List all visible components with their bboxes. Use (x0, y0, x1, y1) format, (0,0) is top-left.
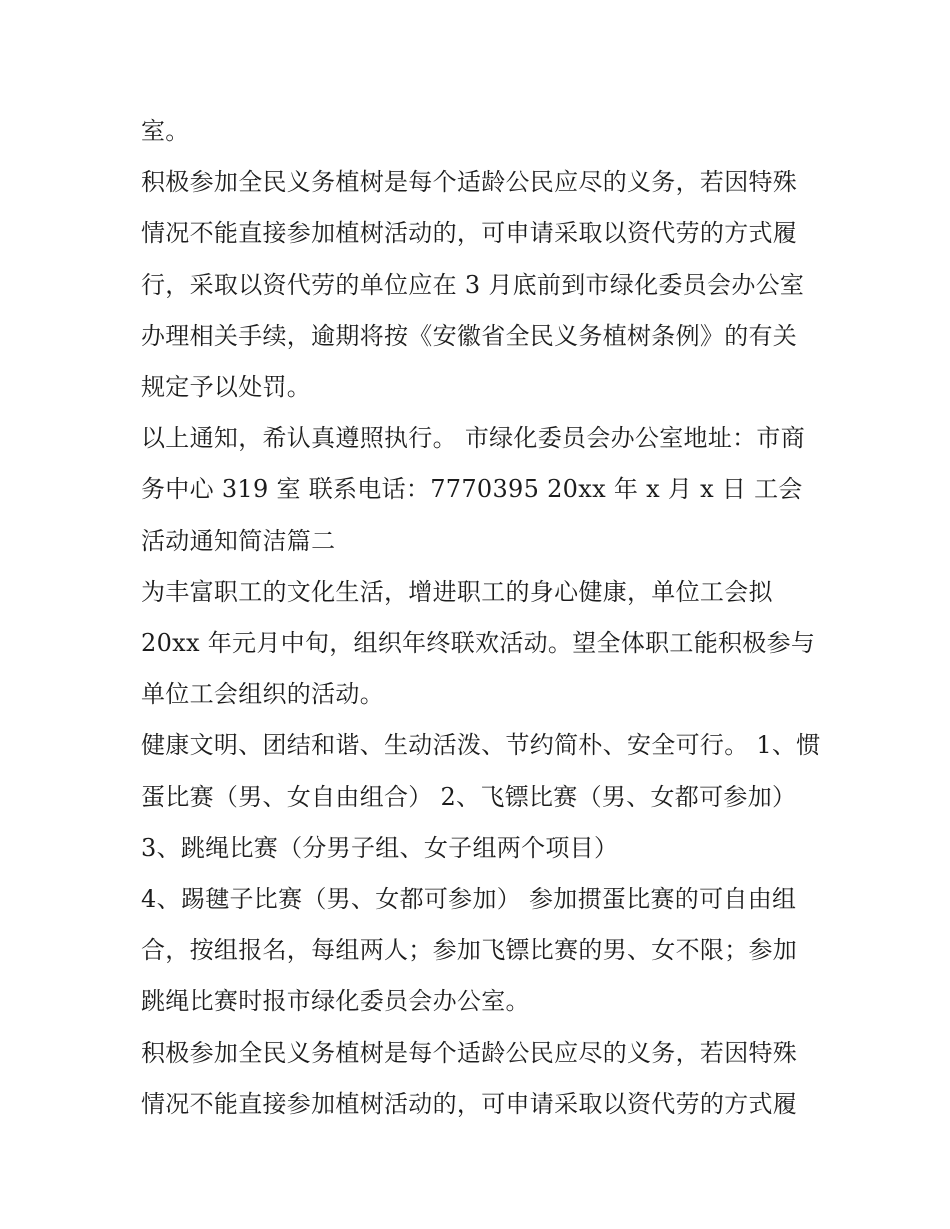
paragraph-5: 健康文明、团结和谐、生动活泼、节约简朴、安全可行。 1、惯蛋比赛（男、女自由组合） 2、飞镖比赛（男、女都可参加） 3、跳绳比赛（分男子组、女子组两个项目） (141, 731, 821, 862)
paragraph-3: 以上通知，希认真遵照执行。 市绿化委员会办公室地址：市商务中心 319 室 联系电话：7770395 20xx 年 x 月 x 日 工会活动通知简洁篇二 (141, 424, 806, 555)
paragraph-1: 室。 (141, 117, 190, 145)
document-body (141, 106, 821, 1130)
paragraph-4: 为丰富职工的文化生活，增进职工的身心健康，单位工会拟 20xx 年元月中旬，组织年终联欢活动。望全体职工能积极参与单位工会组织的活动。 (141, 577, 816, 709)
paragraph-7: 积极参加全民义务植树是每个适龄公民应尽的义务，若因特殊情况不能直接参加植树活动的，可申请采取以资代劳的方式履 (141, 1038, 798, 1118)
paragraph-2: 积极参加全民义务植树是每个适龄公民应尽的义务，若因特殊情况不能直接参加植树活动的，可申请采取以资代劳的方式履行，采取以资代劳的单位应在 3 月底前到市绿化委员会办公室办理相关手续，逾期将按《安徽省全民义务植树条例》的有关规定予以处罚。 (141, 168, 805, 402)
paragraph-6: 4、踢毽子比赛（男、女都可参加） 参加掼蛋比赛的可自由组合，按组报名，每组两人；参加飞镖比赛的男、女不限；参加跳绳比赛时报市绿化委员会办公室。 (141, 885, 798, 1016)
